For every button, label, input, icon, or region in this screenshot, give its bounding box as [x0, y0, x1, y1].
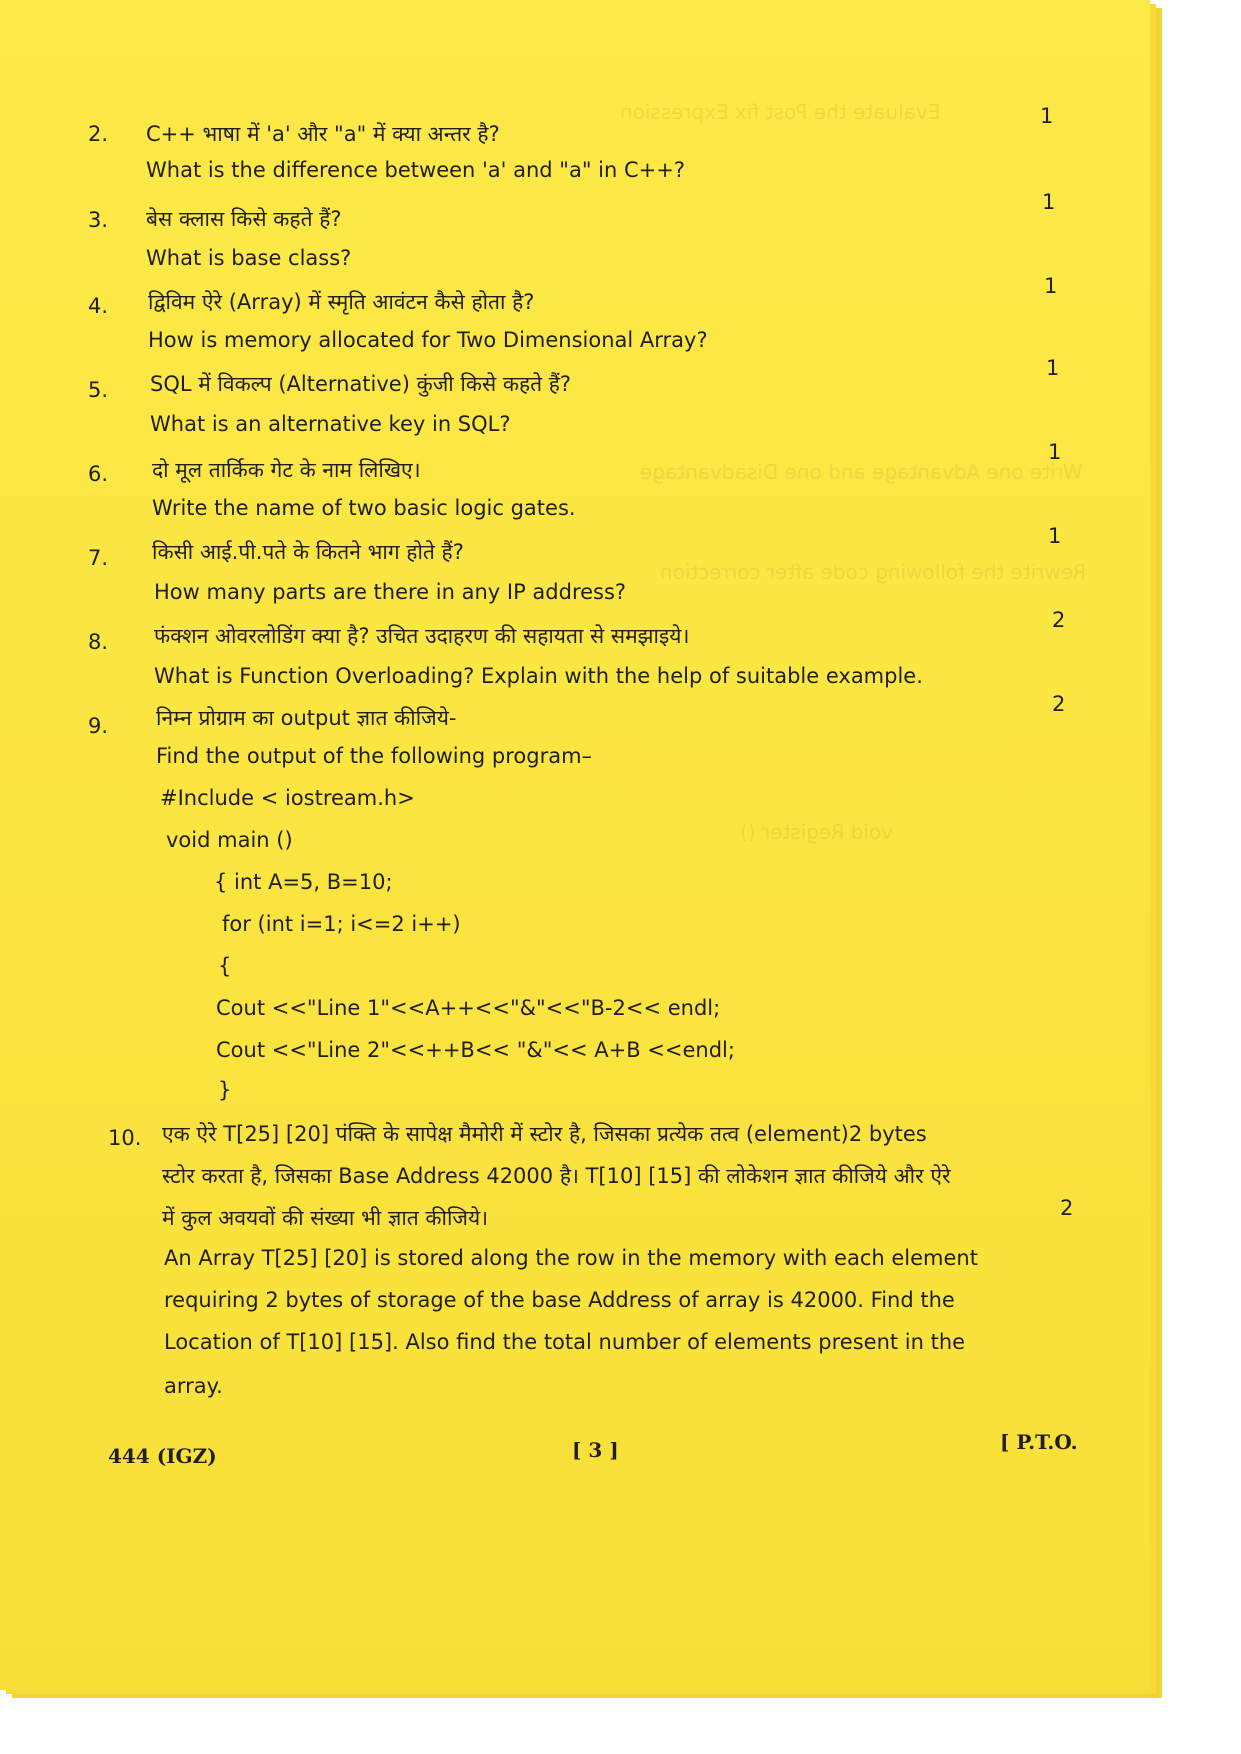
- question-marks: 2: [1052, 608, 1066, 632]
- question-hindi: स्टोर करता है, जिसका Base Address 42000 है। T[10] [15] की लोकेशन ज्ञात कीजिये और ऐरे: [162, 1164, 951, 1188]
- question-marks: 1: [1044, 274, 1058, 298]
- question-number: 2.: [88, 122, 109, 146]
- question-hindi: C++ भाषा में 'a' और "a" में क्या अन्तर है?: [146, 122, 500, 146]
- code-line: Cout <<"Line 1"<<A++<<"&"<<"B-2<< endl;: [216, 996, 721, 1020]
- question-english: What is base class?: [146, 246, 352, 270]
- question-hindi: निम्न प्रोग्राम का output ज्ञात कीजिये-: [156, 706, 457, 730]
- question-english: How many parts are there in any IP address?: [154, 580, 627, 604]
- question-marks: 2: [1052, 692, 1066, 716]
- question-number: 5.: [88, 378, 109, 402]
- code-line: #Include < iostream.h>: [160, 786, 415, 810]
- question-number: 9.: [88, 714, 109, 738]
- question-marks: 2: [1060, 1196, 1074, 1220]
- code-line: for (int i=1; i<=2 i++): [222, 912, 461, 936]
- question-hindi: फंक्शन ओवरलोडिंग क्या है? उचित उदाहरण की सहायता से समझाइये।: [154, 624, 690, 648]
- bleed-through: Evaluate the Post fix Expression: [620, 100, 941, 124]
- question-number: 7.: [88, 546, 109, 570]
- code-line: {: [218, 954, 232, 978]
- page-number: [ 3 ]: [572, 1438, 619, 1462]
- question-marks: 1: [1040, 104, 1054, 128]
- question-english: Find the output of the following program–: [156, 744, 593, 768]
- question-english: What is the difference between 'a' and "a" in C++?: [146, 158, 685, 182]
- question-hindi: SQL में विकल्प (Alternative) कुंजी किसे कहते हैं?: [150, 372, 572, 396]
- paper-code: 444 (IGZ): [108, 1444, 217, 1468]
- question-english: How is memory allocated for Two Dimensional Array?: [148, 328, 708, 352]
- question-hindi: एक ऐरे T[25] [20] पंक्ति के सापेक्ष मैमोरी में स्टोर है, जिसका प्रत्येक तत्व (element)2 bytes: [162, 1122, 927, 1146]
- question-hindi: द्विविम ऐरे (Array) में स्मृति आवंटन कैसे होता है?: [148, 290, 535, 314]
- question-number: 8.: [88, 630, 109, 654]
- question-hindi: में कुल अवयवों की संख्या भी ज्ञात कीजिये।: [162, 1206, 489, 1230]
- bleed-through: Rewrite the following code after correction: [660, 560, 1087, 584]
- question-english: array.: [164, 1374, 223, 1398]
- pto-label: [ P.T.O.: [1000, 1430, 1078, 1454]
- code-line: { int A=5, B=10;: [214, 870, 393, 894]
- bleed-through: void Register (): [740, 820, 893, 844]
- question-english: Location of T[10] [15]. Also find the total number of elements present in the: [164, 1330, 966, 1354]
- question-marks: 1: [1048, 524, 1062, 548]
- question-english: What is an alternative key in SQL?: [150, 412, 511, 436]
- question-marks: 1: [1046, 356, 1060, 380]
- question-marks: 1: [1042, 190, 1056, 214]
- code-line: }: [218, 1078, 232, 1102]
- question-english: An Array T[25] [20] is stored along the row in the memory with each element: [164, 1246, 978, 1270]
- question-hindi: बेस क्लास किसे कहते हैं?: [146, 207, 342, 231]
- question-hindi: दो मूल तार्किक गेट के नाम लिखिए।: [152, 458, 421, 482]
- question-number: 4.: [88, 294, 109, 318]
- question-number: 6.: [88, 462, 109, 486]
- question-number: 10.: [108, 1126, 142, 1150]
- question-number: 3.: [88, 208, 109, 232]
- code-line: void main (): [166, 828, 293, 852]
- question-english: What is Function Overloading? Explain with the help of suitable example.: [154, 664, 923, 688]
- question-english: requiring 2 bytes of storage of the base Address of array is 42000. Find the: [164, 1288, 955, 1312]
- bleed-through: Write one Advantage and one Disadvantage: [640, 460, 1083, 484]
- question-english: Write the name of two basic logic gates.: [152, 496, 576, 520]
- question-hindi: किसी आई.पी.पते के कितने भाग होते हैं?: [152, 540, 464, 564]
- code-line: Cout <<"Line 2"<<++B<< "&"<< A+B <<endl;: [216, 1038, 735, 1062]
- question-marks: 1: [1048, 440, 1062, 464]
